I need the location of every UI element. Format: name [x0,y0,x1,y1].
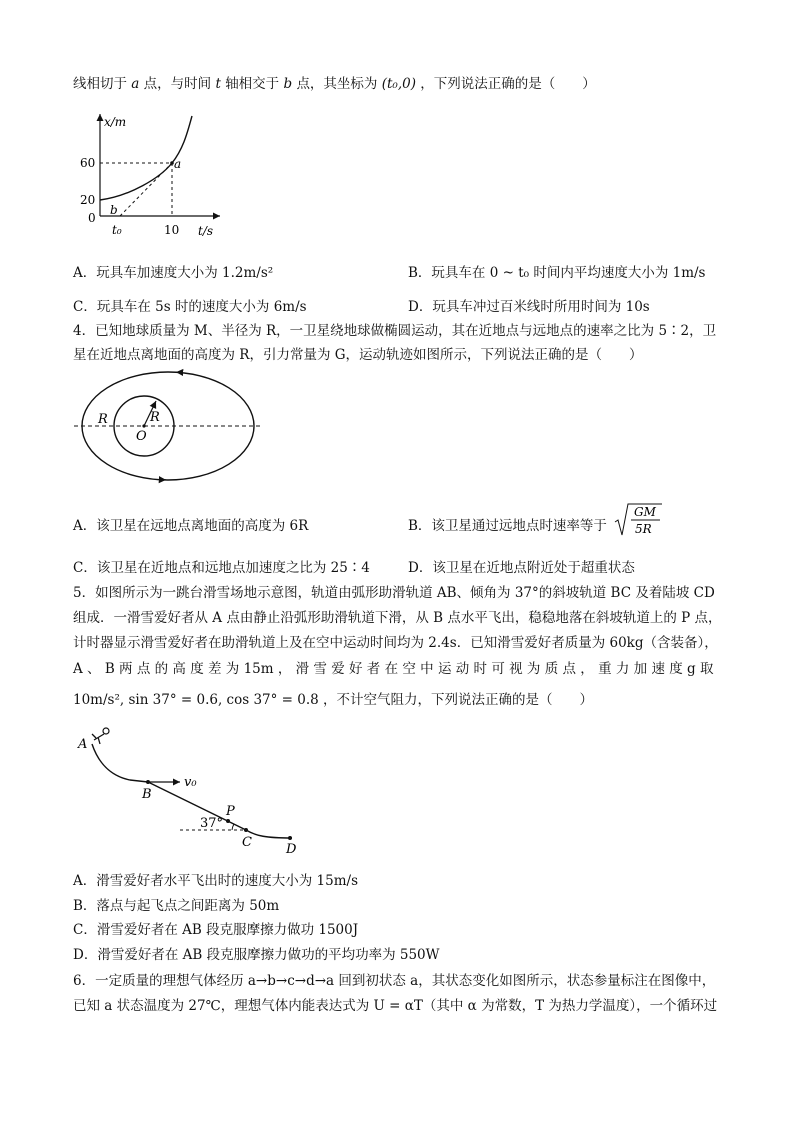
q5-stem-line-1: 5．如图所示为一跳台滑雪场地示意图，轨道由弧形助滑轨道 AB、倾角为 37°的斜坡轨道 BC 及着陆坡 CD [73,585,715,601]
q3-var-t: t [215,76,221,92]
q5-label-p: P [226,804,235,819]
q5-point-p [226,819,230,823]
q5-stem-line-2: 组成．一滑雪爱好者从 A 点由静止沿弧形助滑轨道下滑，从 B 点水平飞出，稳稳地落在斜坡轨道上的 P 点， [73,610,722,626]
q3-option-c[interactable]: C．玩具车在 5s 时的速度大小为 6m/s [73,299,307,315]
q5-label-b: B [142,787,152,802]
q4-option-b-denominator: 5R [635,522,652,536]
q3-stem-text-2: 点，与时间 [143,76,212,92]
q4-option-b[interactable] [408,502,656,536]
q3-coord: (t₀,0) [381,76,416,92]
q3-var-a: a [131,76,140,92]
q5-option-a[interactable]: A．滑雪爱好者水平飞出时的速度大小为 15m/s [73,873,358,889]
q5-point-c [244,828,248,832]
q3-tick-t0: t₀ [112,223,122,237]
q5-label-v0: v₀ [184,775,197,790]
q5-stem-line-3: 计时器显示滑雪爱好者在助滑轨道上及在空中运动时间均为 2.4s．已知滑雪爱好者质量为 60kg（含装备）， [73,635,718,651]
q4-option-d[interactable]: D．该卫星在近地点附近处于超重状态 [408,560,635,576]
q5-label-37: 37° [200,816,224,831]
q6-stem-line-2: 已知 a 状态温度为 27℃，理想气体内能表达式为 U = αT（其中 α 为常数，T 为热力学温度），一个循环过 [73,998,718,1014]
q4-option-c[interactable]: C．该卫星在近地点和远地点加速度之比为 25∶4 [73,560,370,576]
q5-skier-icon [92,728,109,744]
q3-tick-20: 20 [80,193,96,207]
q5-stem-line-5: 10m/s², sin 37° = 0.6, cos 37° = 0.8 ，不计空气阻力，下列说法正确的是（ ） [73,692,594,708]
q5-option-d[interactable]: D．滑雪爱好者在 AB 段克服摩擦力做功的平均功率为 550W [73,947,440,963]
q5-point-b [146,780,150,784]
q5-label-c: C [242,835,252,850]
q4-stem-line-1: 4．已知地球质量为 M、半径为 R，一卫星绕地球做椭圆运动，其在近地点与远地点的速率之比为 5∶2，卫 [73,323,717,339]
q3-tick-60: 60 [80,156,96,170]
q4-option-a[interactable]: A．该卫星在远地点离地面的高度为 6R [73,518,309,534]
q4-orbit-figure [70,368,270,484]
q4-stem-line-2: 星在近地点离地面的高度为 R，引力常量为 G，运动轨迹如图所示，下列说法正确的是（ ） [73,347,643,363]
q3-option-d[interactable]: D．玩具车冲过百米线时所用时间为 10s [408,299,650,315]
q5-label-d: D [286,842,297,857]
q3-tick-10: 10 [164,223,180,237]
q5-label-a: A [78,737,88,752]
q5-option-c[interactable]: C．滑雪爱好者在 AB 段克服摩擦力做功 1500J [73,922,359,938]
q4-label-o: O [136,429,147,444]
q3-stem [73,72,596,92]
q5-stem-line-4: A 、 B 两 点 的 高 度 差 为 15m ， 滑 雪 爱 好 者 在 空 中 运 动 时 可 视 为 质 点 ， 重 力 加 速 度 g 取 [73,661,714,677]
q5-track-ab [92,744,148,782]
q5-option-b[interactable]: B．落点与起飞点之间距离为 50m [73,898,280,914]
q3-label-a: a [174,157,182,171]
q5-ski-figure [70,726,310,856]
q4-option-b-text: B．该卫星通过远地点时速率等于 [408,518,607,534]
q3-stem-text-5: ，下列说法正确的是（ ） [420,76,596,92]
q3-var-b: b [283,76,293,92]
q3-stem-text-4: 点，其坐标为 [296,76,378,92]
q3-label-b: b [110,203,118,217]
q3-option-b[interactable]: B．玩具车在 0 ~ t₀ 时间内平均速度大小为 1m/s [408,265,706,281]
q5-track-cd [246,830,292,838]
q5-point-d [288,836,292,840]
q4-label-r-left: R [98,412,108,427]
q3-y-label: x/m [104,115,127,129]
q3-stem-text-3: 轴相交于 [225,76,280,92]
q3-xt-graph [70,108,230,240]
q4-option-b-sqrt [614,502,664,538]
q4-label-r-inner: R [150,410,160,425]
q3-tick-0: 0 [88,211,96,225]
q3-option-a[interactable]: A．玩具车加速度大小为 1.2m/s² [73,265,274,281]
q6-stem-line-1: 6．一定质量的理想气体经历 a→b→c→d→a 回到初状态 a，其状态变化如图所示，状态参量标注在图像中， [73,973,716,989]
q3-stem-text-1: 线相切于 [73,76,127,92]
q3-x-label: t/s [198,224,214,238]
q4-option-b-numerator: GM [634,505,656,519]
q5-angle-arc [232,824,234,830]
